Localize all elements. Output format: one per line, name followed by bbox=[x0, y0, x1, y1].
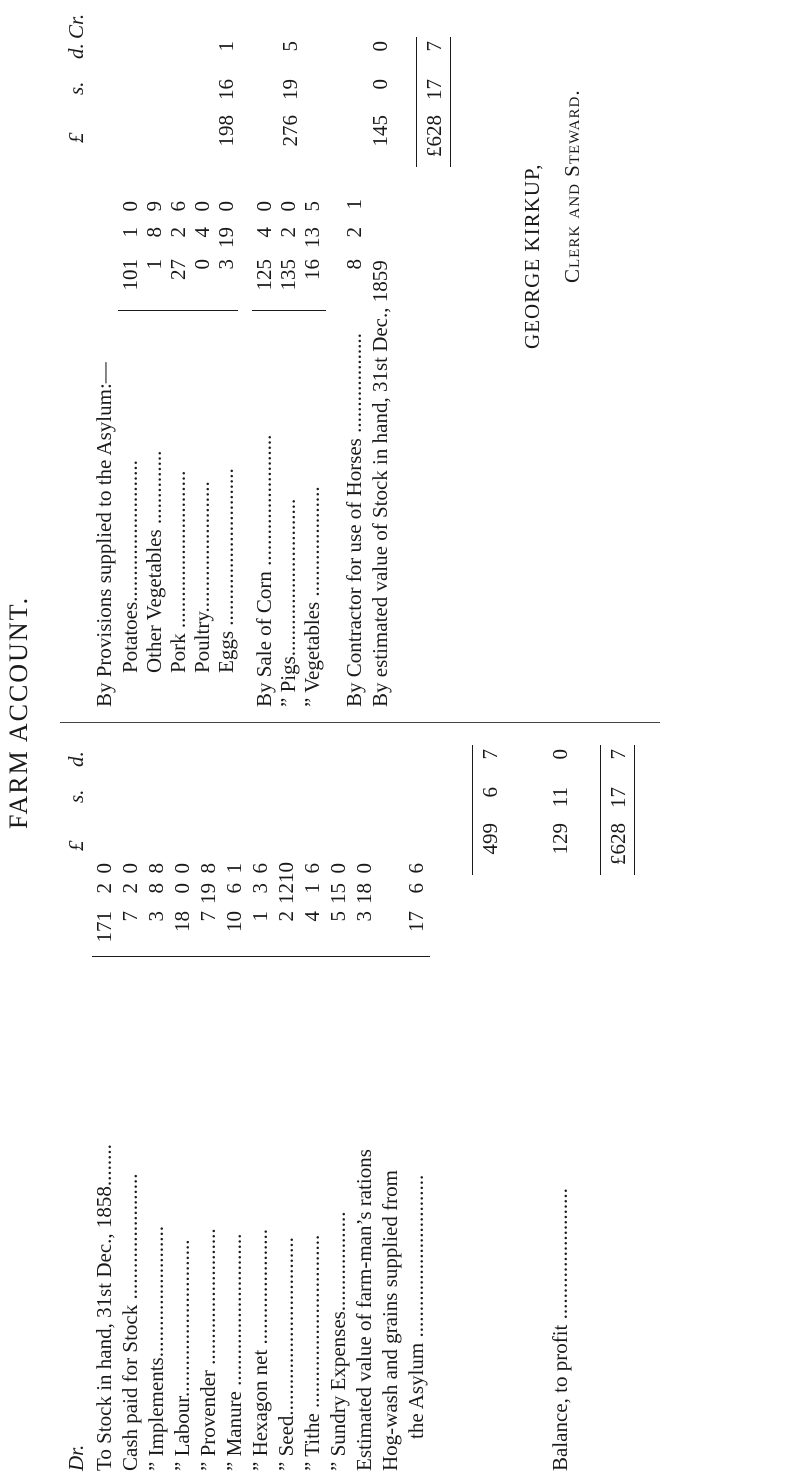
credit-provision-row-shillings: 19 bbox=[214, 227, 238, 248]
credit-sale-row-pounds: 125 bbox=[252, 259, 276, 291]
debit-total-shillings: 17 bbox=[606, 787, 630, 808]
credit-sale-row-label: ” Vegetables ..................... bbox=[300, 486, 324, 707]
credit-group1-total-shillings: 16 bbox=[214, 79, 238, 100]
debit-row-pence: 10 bbox=[274, 862, 298, 883]
debit-row-shillings: 18 bbox=[352, 883, 376, 904]
credit-sale-row-pence: 5 bbox=[300, 201, 324, 212]
debit-row-label: Estimated value of farm-man’s rations bbox=[352, 1149, 376, 1471]
debit-row-pounds: 2 bbox=[274, 911, 298, 922]
credit-provision-row-pounds: 1 bbox=[142, 259, 166, 270]
signature-role: Clerk and Steward. bbox=[560, 89, 584, 283]
debit-header-pence: d. bbox=[64, 751, 88, 767]
credit-provision-row-label: Eggs .............................. bbox=[214, 468, 238, 673]
signature-name: GEORGE KIRKUP, bbox=[520, 163, 544, 349]
debit-row-shillings: 12 bbox=[274, 883, 298, 904]
debit-row-label: ” Manure ............................. bbox=[222, 1233, 246, 1471]
debit-row-pence: 0 bbox=[170, 863, 194, 874]
credit-group2-brace bbox=[252, 310, 326, 311]
debit-row-label: ” Hexagon net ...................... bbox=[248, 1228, 272, 1471]
credit-provision-row-shillings: 4 bbox=[190, 227, 214, 238]
debit-row-pounds: 4 bbox=[300, 911, 324, 922]
debit-row-label: ” Provender .......................... bbox=[196, 1228, 220, 1471]
debit-subtotal-shillings: 6 bbox=[478, 787, 502, 798]
debit-subtotal-pence: 7 bbox=[478, 749, 502, 760]
credit-header-shillings: s. bbox=[64, 81, 88, 95]
debit-subtotal-pounds: 499 bbox=[478, 823, 502, 855]
debit-row-pence: 6 bbox=[404, 863, 428, 874]
debit-row-pounds: 7 bbox=[196, 911, 220, 922]
credit-group2-total-pounds: 276 bbox=[278, 115, 302, 147]
credit-stock-label: By estimated value of Stock in hand, 31st Dec., 1859 bbox=[368, 260, 392, 707]
debit-row-pounds: 1 bbox=[248, 911, 272, 922]
debit-row-pence: 8 bbox=[196, 863, 220, 874]
debit-row-shillings: 0 bbox=[170, 883, 194, 894]
debit-row-pence: 0 bbox=[118, 863, 142, 874]
debit-total-rule-top bbox=[600, 745, 601, 875]
debit-row-label: Cash paid for Stock ........................ bbox=[118, 1173, 142, 1471]
credit-label: Cr. bbox=[64, 13, 88, 39]
credit-stock-pounds: 145 bbox=[368, 115, 392, 147]
credit-sale-row-pounds: 135 bbox=[276, 259, 300, 291]
credit-sale-row-pence: 0 bbox=[252, 201, 276, 212]
debit-row-pounds: 17 bbox=[404, 911, 428, 932]
credit-provision-row-pounds: 101 bbox=[118, 259, 142, 291]
credit-sale-row-pence: 0 bbox=[276, 201, 300, 212]
centre-divider bbox=[60, 722, 660, 723]
credit-provision-row-pounds: 0 bbox=[190, 259, 214, 270]
credit-contractor-shillings: 2 bbox=[342, 227, 366, 238]
debit-balance-label: Balance, to profit ......................... bbox=[548, 1188, 572, 1471]
credit-provision-row-pence: 6 bbox=[166, 201, 190, 212]
debit-row-pence: 0 bbox=[92, 863, 116, 874]
credit-group1-brace bbox=[118, 310, 238, 311]
debit-row-label-continued: the Asylum ............................... bbox=[404, 1174, 428, 1439]
page-title: FARM ACCOUNT. bbox=[4, 595, 33, 829]
debit-row-label: ” Labour.............................. bbox=[170, 1239, 194, 1471]
debit-row-pounds: 7 bbox=[118, 911, 142, 922]
debit-balance-shillings: 11 bbox=[548, 787, 572, 808]
debit-label: Dr. bbox=[64, 1444, 88, 1471]
debit-total-pence: 7 bbox=[606, 749, 630, 760]
debit-row-pounds: 18 bbox=[170, 911, 194, 932]
credit-provision-row-label: Poultry......................... bbox=[190, 481, 214, 673]
debit-row-pence: 0 bbox=[326, 863, 350, 874]
debit-total-pounds: £628 bbox=[606, 823, 630, 865]
credit-sale-row-label: ” Pigs.............................. bbox=[276, 498, 300, 707]
debit-row-shillings: 15 bbox=[326, 883, 350, 904]
credit-stock-pence: 0 bbox=[368, 41, 392, 52]
credit-provision-row-label: Potatoes........................... bbox=[118, 460, 142, 673]
debit-row-label: ” Sundry Expenses................... bbox=[326, 1211, 350, 1471]
credit-provision-row-pounds: 3 bbox=[214, 259, 238, 270]
credit-provision-row-pounds: 27 bbox=[166, 259, 190, 280]
credit-provision-row-shillings: 1 bbox=[118, 227, 142, 238]
debit-row-label: Hog-wash and grains supplied from bbox=[378, 1170, 402, 1471]
credit-sale-row-pounds: 16 bbox=[300, 259, 324, 280]
debit-row-shillings: 8 bbox=[144, 883, 168, 894]
credit-provision-row-label: Other Vegetables .............. bbox=[142, 450, 166, 673]
debit-subtotal-rule bbox=[472, 745, 473, 875]
credit-total-pence: 7 bbox=[422, 41, 446, 52]
debit-row-pence: 0 bbox=[352, 863, 376, 874]
credit-provision-row-shillings: 2 bbox=[166, 227, 190, 238]
credit-provision-row-pence: 0 bbox=[190, 201, 214, 212]
credit-sale-row-label: By Sale of Corn ......................... bbox=[252, 434, 276, 707]
debit-row-shillings: 2 bbox=[118, 883, 142, 894]
credit-sale-row-shillings: 4 bbox=[252, 227, 276, 238]
credit-provision-row-pence: 9 bbox=[142, 201, 166, 212]
debit-header-pounds: £ bbox=[64, 840, 88, 851]
credit-group1-total-pence: 1 bbox=[214, 41, 238, 52]
credit-stock-shillings: 0 bbox=[368, 79, 392, 90]
debit-row-pence: 1 bbox=[222, 863, 246, 874]
credit-provision-row-pence: 0 bbox=[214, 201, 238, 212]
credit-sale-row-shillings: 2 bbox=[276, 227, 300, 238]
debit-row-shillings: 6 bbox=[404, 883, 428, 894]
credit-sale-row-shillings: 13 bbox=[300, 227, 324, 248]
credit-contractor-pounds: 8 bbox=[342, 259, 366, 270]
debit-row-pounds: 10 bbox=[222, 911, 246, 932]
debit-row-pounds: 171 bbox=[92, 911, 116, 943]
credit-contractor-label: By Contractor for use of Horses ................... bbox=[342, 333, 366, 707]
debit-row-pence: 6 bbox=[248, 863, 272, 874]
credit-provision-row-pence: 0 bbox=[118, 201, 142, 212]
credit-contractor-pence: 1 bbox=[342, 199, 366, 210]
debit-row-pence: 6 bbox=[300, 863, 324, 874]
debit-row-shillings: 2 bbox=[92, 883, 116, 894]
debit-row-label: ” Tithe ................................. bbox=[300, 1234, 324, 1471]
credit-group2-total-shillings: 19 bbox=[278, 79, 302, 100]
debit-balance-pence: 0 bbox=[548, 749, 572, 760]
credit-group1-label: By Provisions supplied to the Asylum:— bbox=[92, 362, 116, 707]
credit-provision-row-shillings: 8 bbox=[142, 227, 166, 238]
debit-row-label: To Stock in hand, 31st Dec., 1858........ bbox=[92, 1144, 116, 1471]
credit-header-pounds: £ bbox=[64, 132, 88, 143]
debit-row-pence: 8 bbox=[144, 863, 168, 874]
debit-header-shillings: s. bbox=[64, 789, 88, 803]
credit-total-rule-bottom bbox=[450, 37, 451, 167]
credit-header-pence: d. bbox=[64, 43, 88, 59]
credit-group1-total-pounds: 198 bbox=[214, 115, 238, 147]
credit-provision-row-label: Pork .............................. bbox=[166, 470, 190, 673]
debit-row-label: ” Implements......................... bbox=[144, 1226, 168, 1471]
debit-total-rule-bottom bbox=[634, 745, 635, 875]
debit-row-pounds: 5 bbox=[326, 911, 350, 922]
debit-row-pounds: 3 bbox=[144, 911, 168, 922]
debit-row-shillings: 1 bbox=[300, 883, 324, 894]
debit-balance-pounds: 129 bbox=[548, 823, 572, 855]
debit-row-shillings: 3 bbox=[248, 883, 272, 894]
debit-row-shillings: 6 bbox=[222, 883, 246, 894]
credit-total-pounds: £628 bbox=[422, 115, 446, 157]
debit-row-label: ” Seed.................................. bbox=[274, 1237, 298, 1471]
debit-row-shillings: 19 bbox=[196, 883, 220, 904]
debit-row-pounds: 3 bbox=[352, 911, 376, 922]
credit-group2-total-pence: 5 bbox=[278, 41, 302, 52]
credit-total-shillings: 17 bbox=[422, 79, 446, 100]
credit-total-rule-top bbox=[416, 37, 417, 167]
debit-inner-rule bbox=[92, 956, 430, 957]
